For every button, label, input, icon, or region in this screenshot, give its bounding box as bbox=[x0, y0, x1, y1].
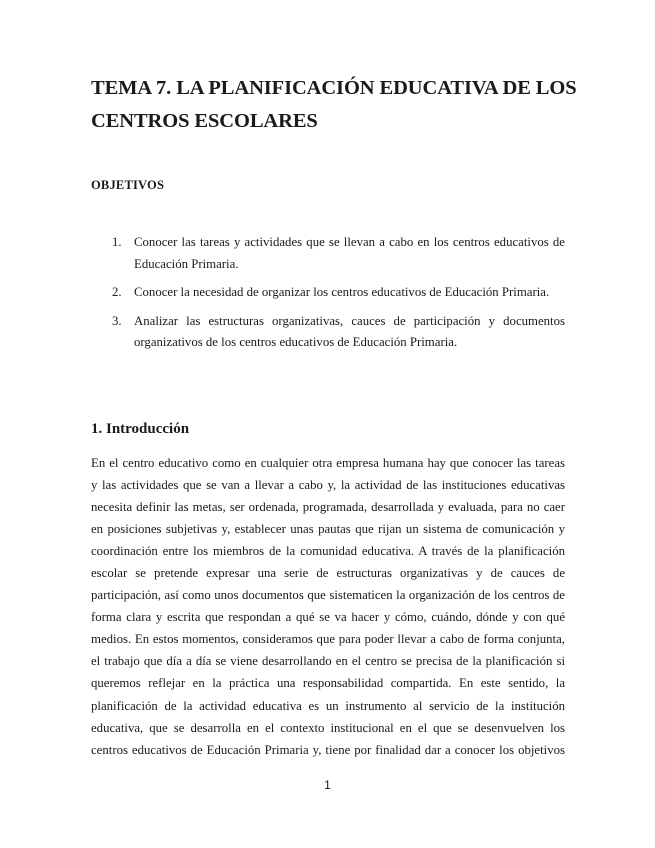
paragraph-line: el trabajo que día a día se viene desarrollando en el centro se precisa de la planificación si bbox=[91, 654, 565, 669]
paragraph-line: centros educativos de Educación Primaria y, tiene por finalidad dar a conocer los objetivos bbox=[91, 742, 565, 757]
document-title-line-2: CENTROS ESCOLARES bbox=[91, 110, 318, 132]
paragraph-line: educativa, que se desarrolla en el contexto institucional en el que se desenvuelven los bbox=[91, 720, 565, 735]
page-number: 1 bbox=[324, 778, 331, 792]
objective-number: 2. bbox=[112, 285, 122, 299]
paragraph-line: participación, así como unos documentos que sistematicen la organización de los centros de bbox=[91, 588, 565, 603]
objective-item-1 bbox=[91, 232, 565, 275]
document-title-line-1: TEMA 7. LA PLANIFICACIÓN EDUCATIVA DE LOS bbox=[91, 77, 577, 99]
objective-item-3 bbox=[91, 311, 565, 354]
paragraph-line: necesita definir las metas, ser ordenada, programada, desarrollada y evaluada, para no caer bbox=[91, 500, 565, 515]
objective-text-line: organizativos de los centros educativos de Educación Primaria. bbox=[134, 335, 458, 349]
paragraph-line: y las actividades que se van a llevar a cabo y, la actividad de las instituciones educativas bbox=[91, 478, 565, 493]
paragraph-line: escolar se pretende expresar una serie de estructuras organizativas y de cauces de bbox=[91, 566, 565, 581]
paragraph-line: medios. En estos momentos, consideramos que para poder llevar a cabo de forma conjunta, bbox=[91, 632, 565, 647]
paragraph-line: planificación de la actividad educativa es un instrumento al servicio de la institución bbox=[91, 698, 565, 713]
objective-text-line: Educación Primaria. bbox=[134, 256, 239, 271]
paragraph-line: en posiciones subjetivas y, establecer unas pautas que rijan un sistema de comunicación y bbox=[91, 522, 565, 537]
objective-text-line: Conocer la necesidad de organizar los centros educativos de Educación Primaria. bbox=[134, 285, 550, 299]
objective-item-2 bbox=[91, 282, 565, 304]
paragraph-line: En el centro educativo como en cualquier otra empresa humana hay que conocer las tareas bbox=[91, 456, 565, 470]
section-heading-introduccion: 1. Introducción bbox=[91, 421, 190, 437]
paragraph-line: forma clara y escrita que respondan a qué se va hacer y cómo, cuándo, dónde y con qué bbox=[91, 610, 565, 625]
paragraph-line: queremos reflejar en la práctica una responsabilidad compartida. En este sentido, la bbox=[91, 676, 565, 691]
objective-number: 1. bbox=[112, 235, 122, 249]
introduction-paragraph bbox=[91, 452, 565, 761]
objectives-list bbox=[91, 232, 565, 361]
objectives-heading: OBJETIVOS bbox=[91, 178, 165, 192]
document-title bbox=[91, 72, 581, 138]
paragraph-line: coordinación entre los miembros de la comunidad educativa. A través de la planificación bbox=[91, 544, 565, 559]
objective-text-line: Conocer las tareas y actividades que se llevan a cabo en los centros educativos de bbox=[134, 235, 565, 249]
objective-number: 3. bbox=[112, 313, 122, 328]
objective-text-line: Analizar las estructuras organizativas, cauces de participación y documentos bbox=[134, 313, 565, 328]
